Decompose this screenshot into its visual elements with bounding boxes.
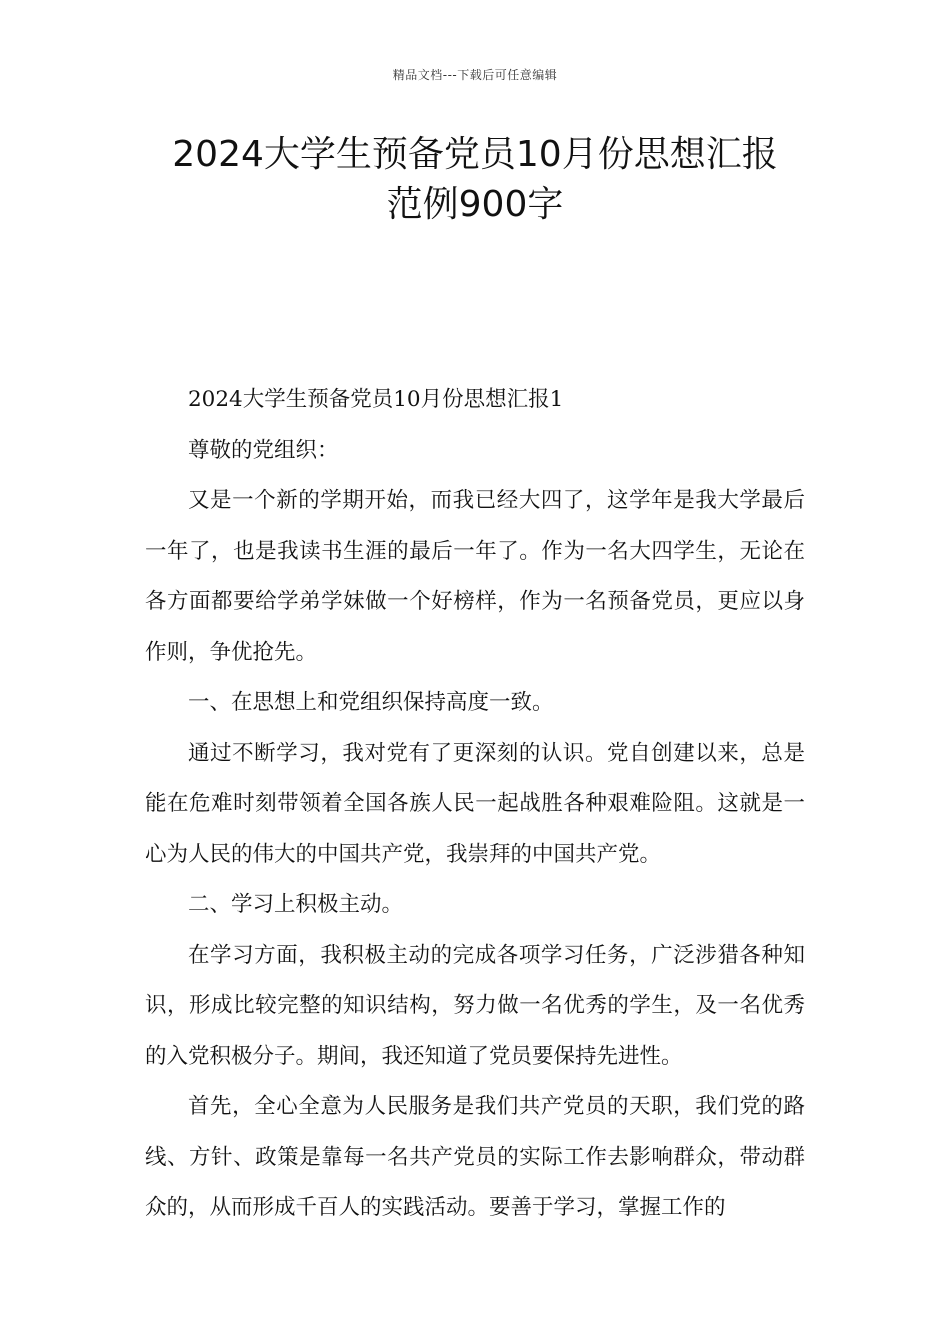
paragraph-first-point: 首先，全心全意为人民服务是我们共产党员的天职，我们党的路线、方针、政策是靠每一名共产党员的实际工作去影响群众，带动群众的，从而形成千百人的实践活动。要善于学习，掌握工作的 (145, 1094, 805, 1220)
section-heading-2: 二、学习上积极主动。 (188, 892, 404, 917)
header-note: 精品文档---下载后可任意编辑 (392, 68, 558, 82)
paragraph-section-2: 在学习方面，我积极主动的完成各项学习任务，广泛涉猎各种知识，形成比较完整的知识结构，努力做一名优秀的学生，及一名优秀的入党积极分子。期间，我还知道了党员要保持先进性。 (145, 942, 805, 1069)
title-line-2: 范例900字 (386, 184, 564, 225)
paragraph-intro: 又是一个新的学期开始，而我已经大四了，这学年是我大学最后一年了，也是我读书生涯的最后一年了。作为一名大四学生，无论在各方面都要给学弟学妹做一个好榜样，作为一名预备党员，更应以身作则，争优抢先。 (145, 488, 805, 665)
document-body (145, 375, 805, 1234)
report-subtitle: 2024大学生预备党员10月份思想汇报1 (188, 387, 564, 412)
document-title (145, 130, 805, 230)
paragraph-section-1: 通过不断学习，我对党有了更深刻的认识。党自创建以来，总是能在危难时刻带领着全国各族人民一起战胜各种艰难险阻。这就是一心为人民的伟大的中国共产党，我崇拜的中国共产党。 (145, 740, 805, 867)
section-heading-1: 一、在思想上和党组织保持高度一致。 (188, 690, 554, 715)
title-line-1: 2024大学生预备党员10月份思想汇报 (172, 134, 778, 175)
salutation: 尊敬的党组织： (188, 437, 339, 463)
